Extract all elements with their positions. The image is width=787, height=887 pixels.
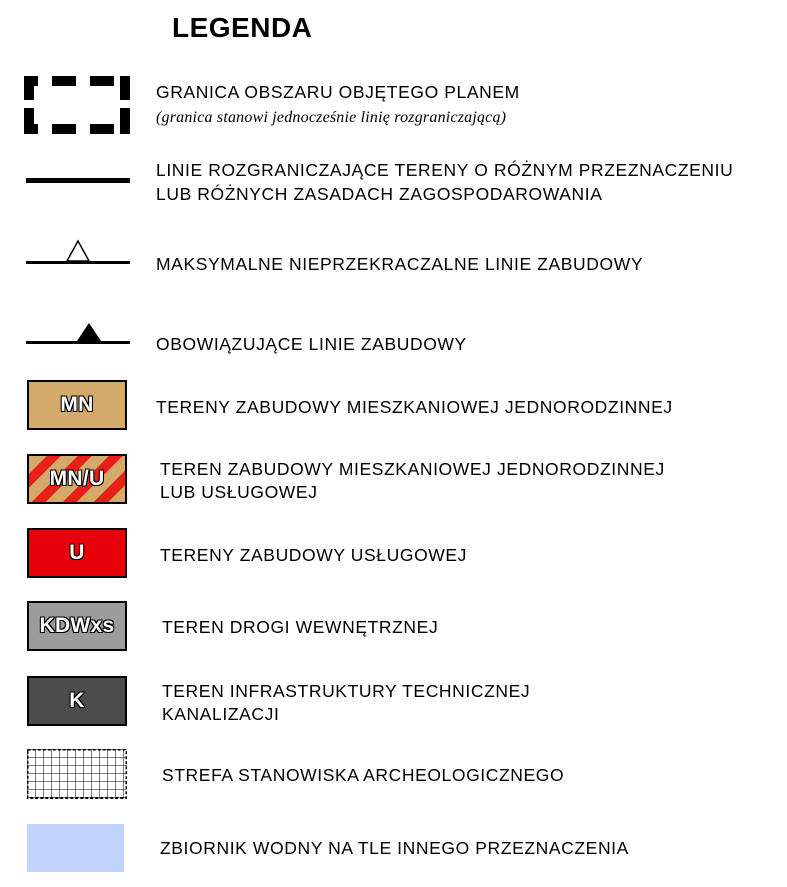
legend-label-k-2: KANALIZACJI <box>162 704 280 724</box>
mn-code: MN <box>60 393 94 416</box>
legend-title: LEGENDA <box>172 12 313 43</box>
legend-label-water: ZBIORNIK WODNY NA TLE INNEGO PRZEZNACZENIA <box>160 838 629 858</box>
legend-label-mnu-2: LUB USŁUGOWEJ <box>160 482 318 502</box>
kdwxs-code: KDWxs <box>39 614 115 637</box>
legend-label-boundary: GRANICA OBSZARU OBJĘTEGO PLANEM <box>156 82 520 102</box>
kdwxs-symbol-box <box>27 601 127 651</box>
legend-label-mnu-1: TEREN ZABUDOWY MIESZKANIOWEJ JEDNORODZINNEJ <box>160 459 665 479</box>
legend-label-archaeological: STREFA STANOWISKA ARCHEOLOGICZNEGO <box>162 765 565 785</box>
mnu-symbol-box <box>27 454 127 504</box>
legend-label-max-building-lines: MAKSYMALNE NIEPRZEKRACZALNE LINIE ZABUDOWY <box>156 254 644 274</box>
legend-label-k-1: TEREN INFRASTRUKTURY TECHNICZNEJ <box>162 681 531 701</box>
legend-label-dividing-lines-2: LUB RÓŻNYCH ZASADACH ZAGOSPODAROWANIA <box>156 184 603 204</box>
archaeological-grid-icon <box>27 749 127 799</box>
u-symbol-box <box>27 528 127 578</box>
legend-label-mandatory-building-lines: OBOWIĄZUJĄCE LINIE ZABUDOWY <box>156 334 467 354</box>
k-code: K <box>69 689 85 712</box>
mnu-code: MN/U <box>49 467 105 490</box>
u-code: U <box>69 541 85 564</box>
legend-label-dividing-lines-1: LINIE ROZGRANICZAJĄCE TERENY O RÓŻNYM PRZEZNACZENIU <box>156 160 734 180</box>
solid-line-icon <box>26 176 130 186</box>
open-triangle-line-icon <box>26 238 130 268</box>
water-reservoir-box <box>27 824 124 872</box>
legend-label-u: TERENY ZABUDOWY USŁUGOWEJ <box>160 545 468 565</box>
legend-label-kdwxs: TEREN DROGI WEWNĘTRZNEJ <box>162 617 439 637</box>
legend-note-boundary: (granica stanowi jednocześnie linię rozgraniczającą) <box>156 109 507 126</box>
boundary-symbol-icon <box>22 74 132 136</box>
legend-label-mn: TERENY ZABUDOWY MIESZKANIOWEJ JEDNORODZINNEJ <box>156 397 673 417</box>
mn-symbol-box <box>27 380 127 430</box>
filled-triangle-line-icon <box>26 320 130 350</box>
k-symbol-box <box>27 676 127 726</box>
